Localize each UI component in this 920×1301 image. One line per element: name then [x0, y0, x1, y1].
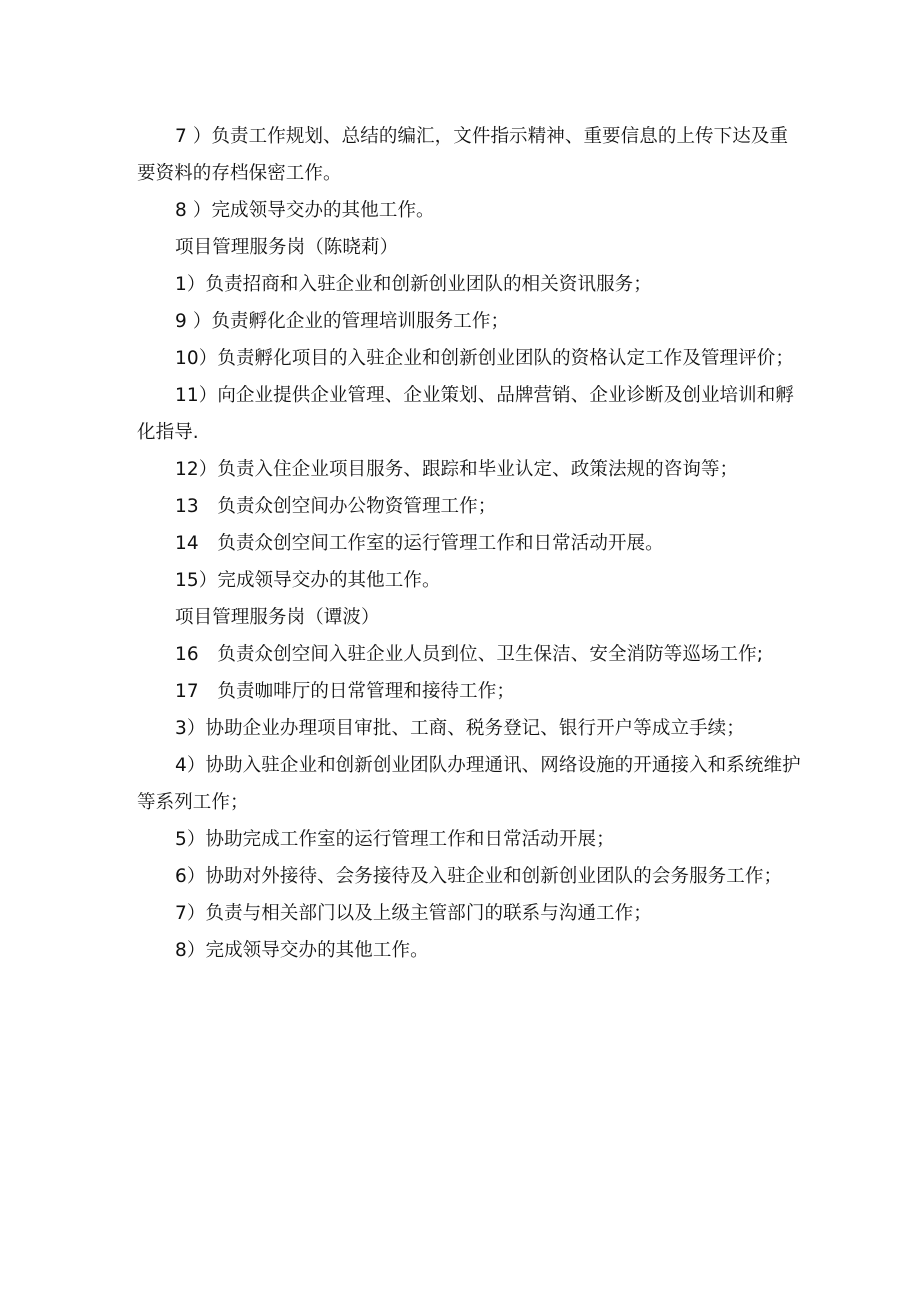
paragraph-item-12: 12）负责入住企业项目服务、跟踪和毕业认定、政策法规的咨询等； — [175, 459, 739, 480]
paragraph-item-4: 4）协助入驻企业和创新创业团队办理通讯、网络设施的开通接入和系统维护等系列工作； — [137, 755, 801, 813]
paragraph-item-1: 1）负责招商和入驻企业和创新创业团队的相关资讯服务； — [175, 274, 652, 295]
paragraph-item-8-other: 8 ）完成领导交办的其他工作。 — [175, 200, 435, 221]
paragraph-item-9: 9 ）负责孵化企业的管理培训服务工作； — [175, 311, 510, 332]
paragraph-item-16: 16 负责众创空间入驻企业人员到位、卫生保洁、安全消防等巡场工作; — [175, 644, 764, 665]
paragraph-item-15: 15）完成领导交办的其他工作。 — [175, 570, 441, 591]
section-heading-tan: 项目管理服务岗（谭波） — [175, 607, 380, 628]
paragraph-item-5: 5）协助完成工作室的运行管理工作和日常活动开展； — [175, 829, 615, 850]
paragraph-item-7-report: 7 ）负责工作规划、总结的编汇，文件指示精神、重要信息的上传下达及重要资料的存档保密工作。 — [137, 126, 789, 184]
document-body — [137, 118, 802, 969]
paragraph-item-14: 14 负责众创空间工作室的运行管理工作和日常活动开展。 — [175, 533, 664, 554]
paragraph-item-11: 11）向企业提供企业管理、企业策划、品牌营销、企业诊断及创业培训和孵化指导. — [137, 385, 794, 443]
paragraph-item-10: 10）负责孵化项目的入驻企业和创新创业团队的资格认定工作及管理评价； — [175, 348, 794, 369]
paragraph-item-6: 6）协助对外接待、会务接待及入驻企业和创新创业团队的会务服务工作； — [175, 866, 783, 887]
paragraph-item-13: 13 负责众创空间办公物资管理工作； — [175, 496, 497, 517]
paragraph-item-17: 17 负责咖啡厅的日常管理和接待工作； — [175, 681, 515, 702]
paragraph-item-8-final: 8）完成领导交办的其他工作。 — [175, 940, 429, 961]
section-heading-chen: 项目管理服务岗（陈晓莉） — [175, 237, 399, 258]
paragraph-item-7-liaison: 7）负责与相关部门以及上级主管部门的联系与沟通工作； — [175, 903, 652, 924]
paragraph-item-3: 3）协助企业办理项目审批、工商、税务登记、银行开户等成立手续； — [175, 718, 745, 739]
